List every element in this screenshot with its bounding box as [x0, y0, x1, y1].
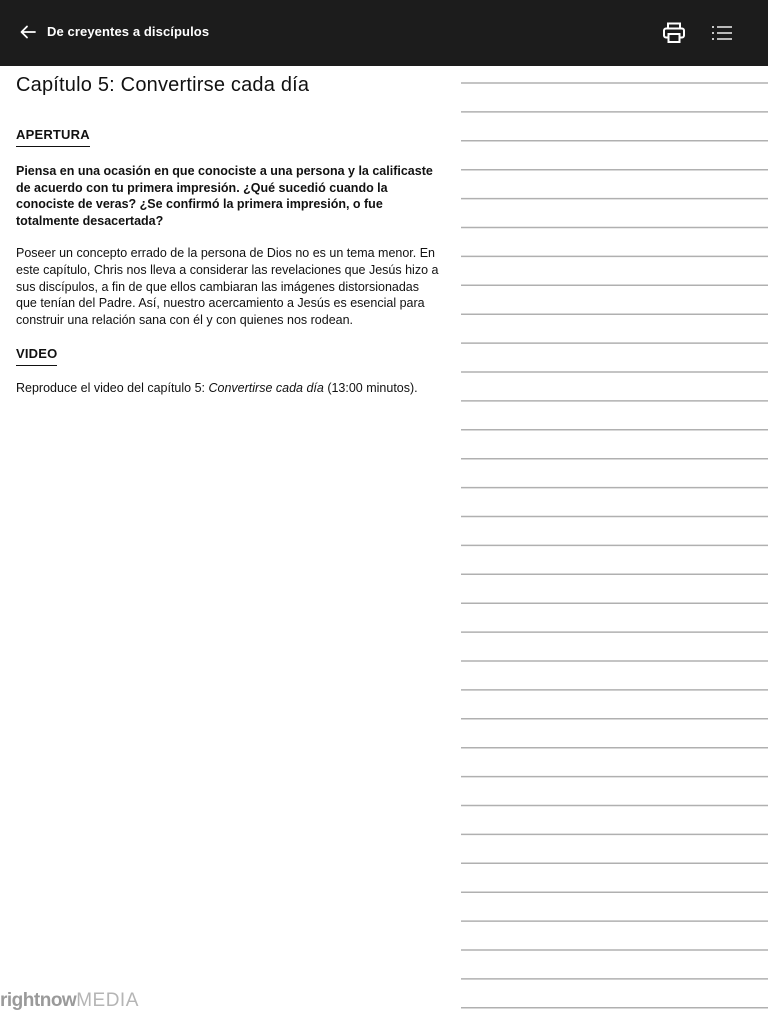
chapter-title: Capítulo 5: Convertirse cada día [16, 74, 310, 96]
section-heading-apertura: APERTURA [16, 127, 90, 147]
notes-lines [461, 0, 768, 1024]
book-title: De creyentes a discípulos [47, 24, 210, 39]
back-button[interactable] [18, 22, 38, 42]
section-heading-video: VIDEO [16, 346, 57, 366]
logo-media: MEDIA [76, 990, 139, 1011]
rightnow-media-logo [0, 990, 139, 1012]
logo-rightnow: rightnow [0, 990, 77, 1011]
chapter-content [16, 66, 441, 397]
notes-lines-graphic [461, 0, 768, 1024]
video-instruction [16, 380, 441, 397]
discussion-prompt: Piensa en una ocasión en que conociste a una persona y la calificaste de acuerdo con tu primera impresión. ¿Qué sucedió cuando la conociste de veras? ¿Se confirmó la primera impresión, o fue totalmente desacertada? [16, 164, 433, 228]
arrow-left-icon [19, 23, 37, 41]
intro-paragraph: Poseer un concepto errado de la persona de Dios no es un tema menor. En este capítulo, Chris nos lleva a considerar las revelaciones que Jesús hizo a sus discípulos, a fin de que ellos cambiaran las imágenes distorsionadas que tenían del Padre. Así, nuestro acercamiento a Jesús es esencial para construir una relación sana con él y con quienes nos rodean. [16, 246, 439, 327]
video-title: Convertirse cada día [208, 381, 324, 396]
video-text-before: Reproduce el video del capítulo 5: [16, 381, 209, 396]
video-text-after: (13:00 minutos). [323, 381, 418, 396]
